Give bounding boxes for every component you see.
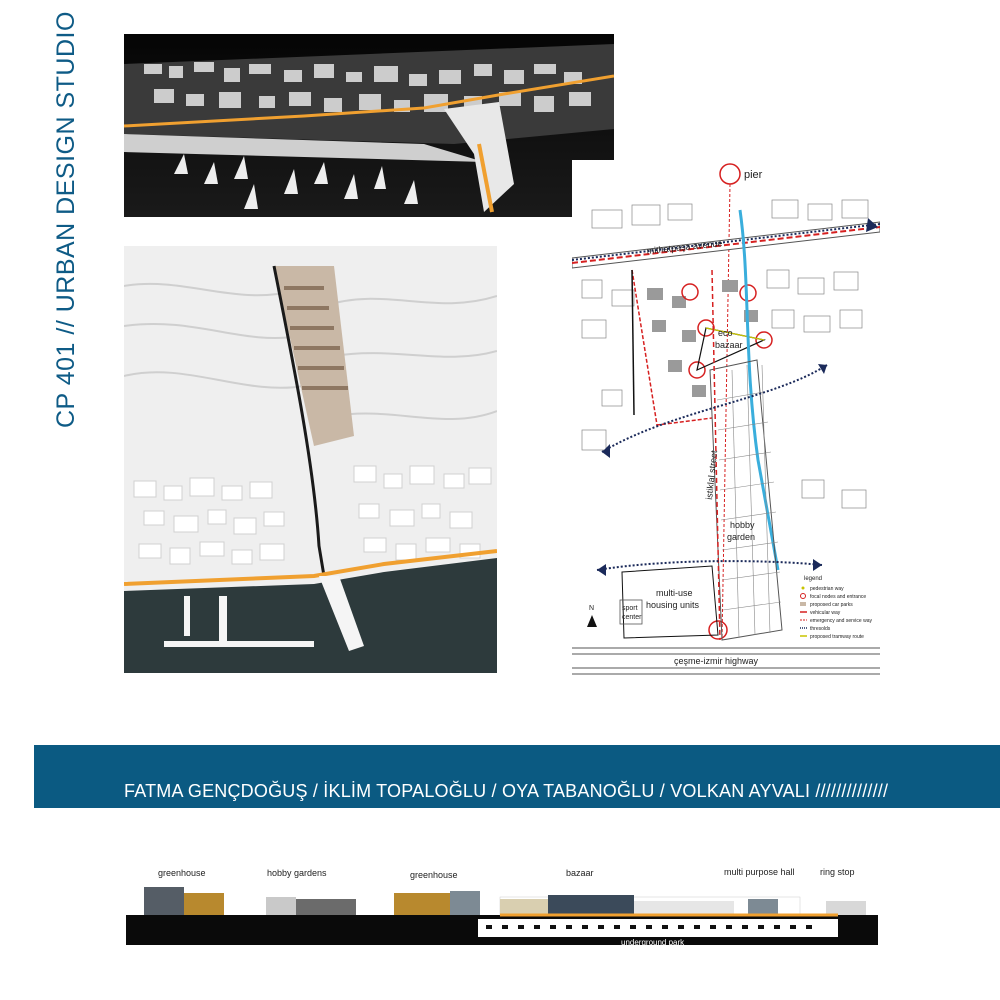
label-bazaar: bazaar (715, 340, 743, 350)
site-plan-graphic (572, 160, 880, 680)
label-multi-use: multi-use (656, 588, 693, 598)
label-pier: pier (744, 169, 763, 181)
authors-banner (34, 745, 1000, 808)
north-arrow-icon (587, 615, 597, 627)
model-photo-graphic (124, 246, 497, 673)
authors-text: FATMA GENÇDOĞUŞ / İKLİM TOPALOĞLU / OYA TABANOĞLU / VOLKAN AYVALI ////////////// (124, 781, 889, 801)
legend (800, 576, 872, 640)
label-sport: sport (622, 605, 638, 612)
legend-item: thresolds (810, 626, 831, 632)
legend-item: pedestrian way (810, 586, 844, 592)
aerial-render-graphic (124, 34, 614, 217)
section-label-greenhouse-2: greenhouse (410, 870, 458, 880)
vertical-title-text: CP 401 // URBAN DESIGN STUDIO (52, 11, 80, 428)
label-hobby: hobby (730, 520, 755, 530)
legend-item: vehicular way (810, 610, 841, 616)
legend-item: focal nodes and entrance (810, 594, 867, 600)
section-label-underground-park: underground park (621, 938, 685, 945)
vertical-title (24, 11, 80, 436)
legend-item: emergency and service way (810, 618, 872, 624)
north-label: N (589, 605, 595, 612)
legend-item: proposed tramway route (810, 634, 864, 640)
aerial-render (124, 34, 614, 217)
label-avenue: mithatpaşa avenue (646, 238, 723, 256)
label-center: center (622, 614, 642, 621)
section-label-greenhouse-1: greenhouse (158, 868, 206, 878)
section-label-ring-stop: ring stop (820, 867, 855, 877)
legend-title: legend (804, 576, 823, 582)
label-housing: housing units (646, 600, 700, 610)
site-plan (572, 160, 880, 680)
section-drawing (126, 855, 878, 945)
pier-node (720, 164, 740, 184)
section-label-hobby-gardens: hobby gardens (267, 868, 327, 878)
label-eco: eco (718, 328, 733, 338)
section-label-bazaar: bazaar (566, 868, 594, 878)
label-street: istiklal street (704, 449, 720, 501)
section-label-multi-purpose-hall: multi purpose hall (724, 867, 795, 877)
model-photo (124, 246, 497, 673)
section-graphic (126, 855, 878, 945)
label-garden: garden (727, 532, 756, 542)
legend-item: proposed car parks (810, 602, 853, 608)
label-highway: çeşme-izmir highway (674, 656, 759, 666)
